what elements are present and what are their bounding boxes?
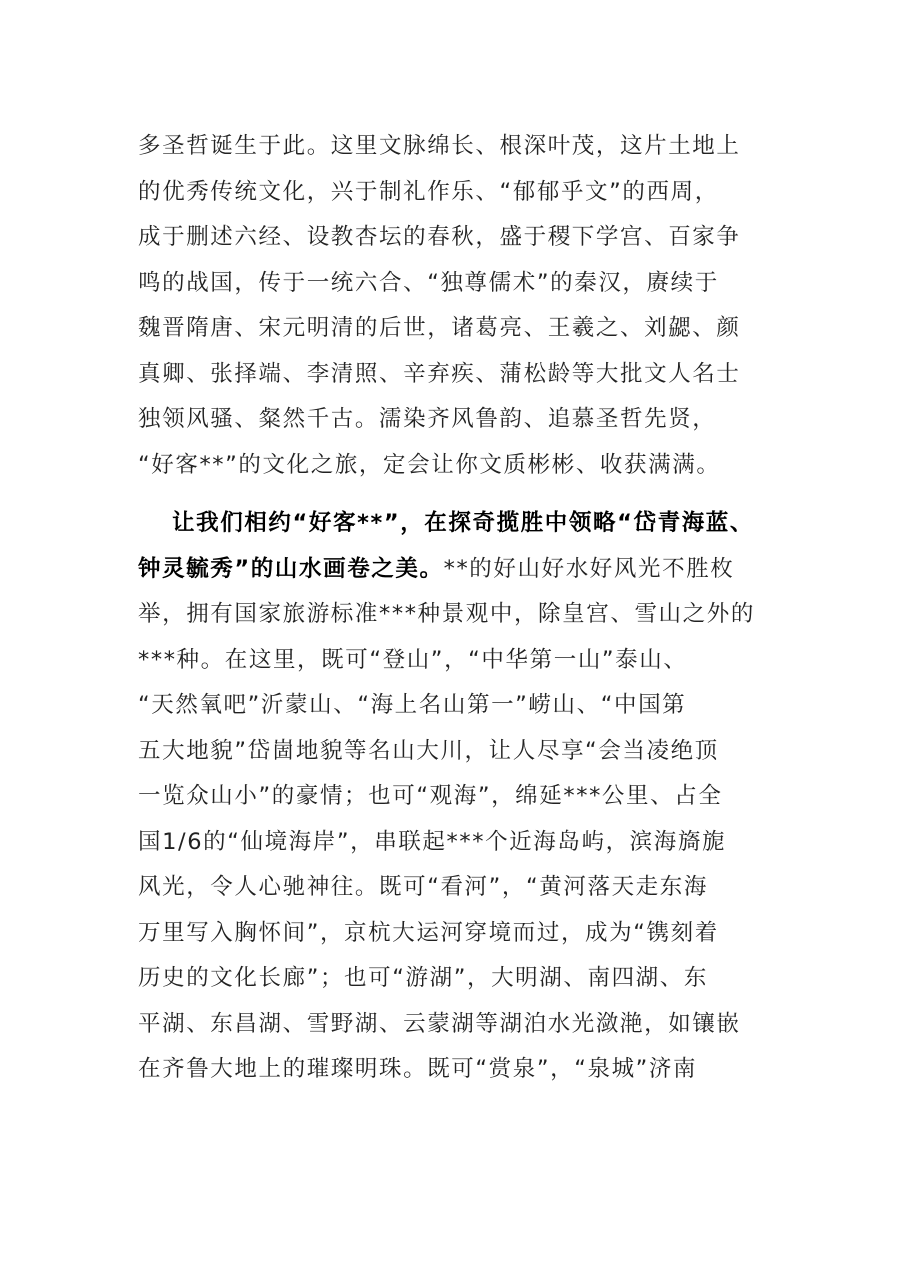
paragraph-spacer <box>138 488 778 501</box>
text-line: 的优秀传统文化，兴于制礼作乐、“郁郁乎文”的西周， <box>138 178 719 205</box>
paragraph-culture <box>138 124 778 488</box>
text-line: 独领风骚、粲然千古。濡染齐风鲁韵、追慕圣哲先贤， <box>138 406 717 432</box>
text-line: 真卿、张择端、李清照、辛弃疾、蒲松龄等大批文人名士 <box>138 360 741 387</box>
text-line: 万里写入胸怀间”，京杭大运河穿境而过，成为“镌刻着 <box>138 919 719 946</box>
text-line: 鸣的战国，传于一统六合、“独尊儒术”的秦汉，赓续于 <box>138 269 719 296</box>
text-line: 魏晋隋唐、宋元明清的后世，诸葛亮、王羲之、刘勰、颜 <box>138 315 741 341</box>
text-line: 在齐鲁大地上的璀璨明珠。既可“赏泉”，“泉城”济南 <box>138 1056 698 1082</box>
text-line: 多圣哲诞生于此。这里文脉绵长、根深叶茂，这片土地上 <box>138 133 741 159</box>
text-line: 一览众山小”的豪情；也可“观海”，绵延***公里、占全 <box>138 783 723 809</box>
paragraph-heading-tail: 钟灵毓秀”的山水画卷之美。 <box>138 555 444 582</box>
text-line-mixed <box>138 547 778 593</box>
text-line: 历史的文化长廊”；也可“游湖”，大明湖、南四湖、东 <box>138 965 708 991</box>
text-line: 五大地貌”岱崮地貌等名山大川，让人尽享“会当凌绝顶 <box>138 737 719 764</box>
text-line: “天然氧吧”沂蒙山、“海上名山第一”崂山、“中国第 <box>138 692 687 718</box>
paragraph-landscape <box>138 501 778 1093</box>
text-line: 风光，令人心驰神往。既可“看河”，“黄河落天走东海 <box>138 874 708 900</box>
paragraph-heading-line: 让我们相约“好客**”，在探奇揽胜中领略“岱青海蓝、 <box>172 510 754 536</box>
text-line: ***种。在这里，既可“登山”，“中华第一山”泰山、 <box>138 646 688 673</box>
text-segment: **的好山好水好风光不胜枚 <box>443 555 735 582</box>
text-line: 国1/6的“仙境海岸”，串联起***个近海岛屿，滨海旖旎 <box>138 828 727 855</box>
text-line: “好客**”的文化之旅，定会让你文质彬彬、收获满满。 <box>138 451 721 478</box>
text-line: 成于删述六经、设教杏坛的春秋，盛于稷下学宫、百家争 <box>138 224 741 250</box>
document-body <box>138 124 778 1093</box>
text-line: 举，拥有国家旅游标准***种景观中，除皇宫、雪山之外的 <box>138 601 755 627</box>
text-line: 平湖、东昌湖、雪野湖、云蒙湖等湖泊水光潋滟，如镶嵌 <box>138 1010 741 1037</box>
